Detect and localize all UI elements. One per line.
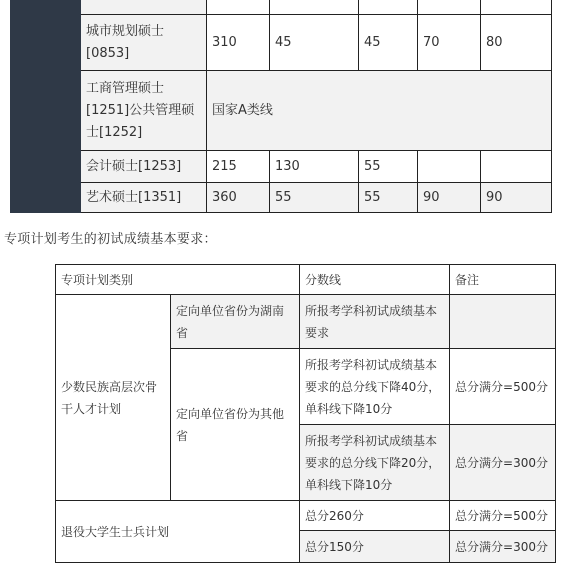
table-row [56,501,556,531]
special-plan-table [55,264,556,563]
remark-cell [450,295,556,349]
minority-plan-label: 少数民族高层次骨干人才计划 [56,295,171,501]
remark-cell: 总分满分=300分 [450,531,556,563]
header-score-line: 分数线 [300,265,450,295]
table-row [56,295,556,349]
header-remark: 备注 [450,265,556,295]
table-row [11,0,552,15]
score-cell: 215 [207,151,270,183]
remark-cell: 总分满分=500分 [450,349,556,425]
program-name: 工商管理硕士[1251]公共管理硕士[1252] [81,71,207,151]
section-note: 专项计划考生的初试成绩基本要求： [4,232,217,247]
veteran-plan-label: 退役大学生士兵计划 [56,501,300,563]
score-cell: 80 [481,15,552,71]
header-category: 专项计划类别 [56,265,300,295]
program-name: 城市规划硕士[0853] [81,15,207,71]
program-name: 会计硕士[1253] [81,151,207,183]
score-cell: 70 [418,15,481,71]
score-cell: 55 [359,151,418,183]
score-cell: 90 [418,183,481,213]
table-row [11,15,552,71]
table-row [11,71,552,151]
score-cell: 360 [207,183,270,213]
program-name: 艺术硕士[1351] [81,183,207,213]
hunan-province-label: 定向单位省份为湖南省 [171,295,300,349]
score-cell: 45 [270,15,359,71]
score-cell: 310 [207,15,270,71]
score-cell: 130 [270,151,359,183]
other-province-label: 定向单位省份为其他省 [171,349,300,501]
score-line-cell: 所报考学科初试成绩基本要求 [300,295,450,349]
score-table [10,0,552,213]
dark-side-bar [11,0,81,213]
table-row [11,183,552,213]
remark-cell: 总分满分=300分 [450,425,556,501]
score-cell: 90 [481,183,552,213]
score-line-cell: 总分260分 [300,501,450,531]
score-cell [481,151,552,183]
table-row [11,151,552,183]
score-line-cell: 所报考学科初试成绩基本要求的总分线下降20分，单科线下降10分 [300,425,450,501]
table-header-row [56,265,556,295]
remark-cell: 总分满分=500分 [450,501,556,531]
merged-score-cell: 国家A类线 [207,71,552,151]
score-cell [418,151,481,183]
score-cell: 45 [359,15,418,71]
score-cell: 55 [359,183,418,213]
program-name [81,0,207,15]
score-cell: 55 [270,183,359,213]
score-line-cell: 总分150分 [300,531,450,563]
score-line-cell: 所报考学科初试成绩基本要求的总分线下降40分，单科线下降10分 [300,349,450,425]
